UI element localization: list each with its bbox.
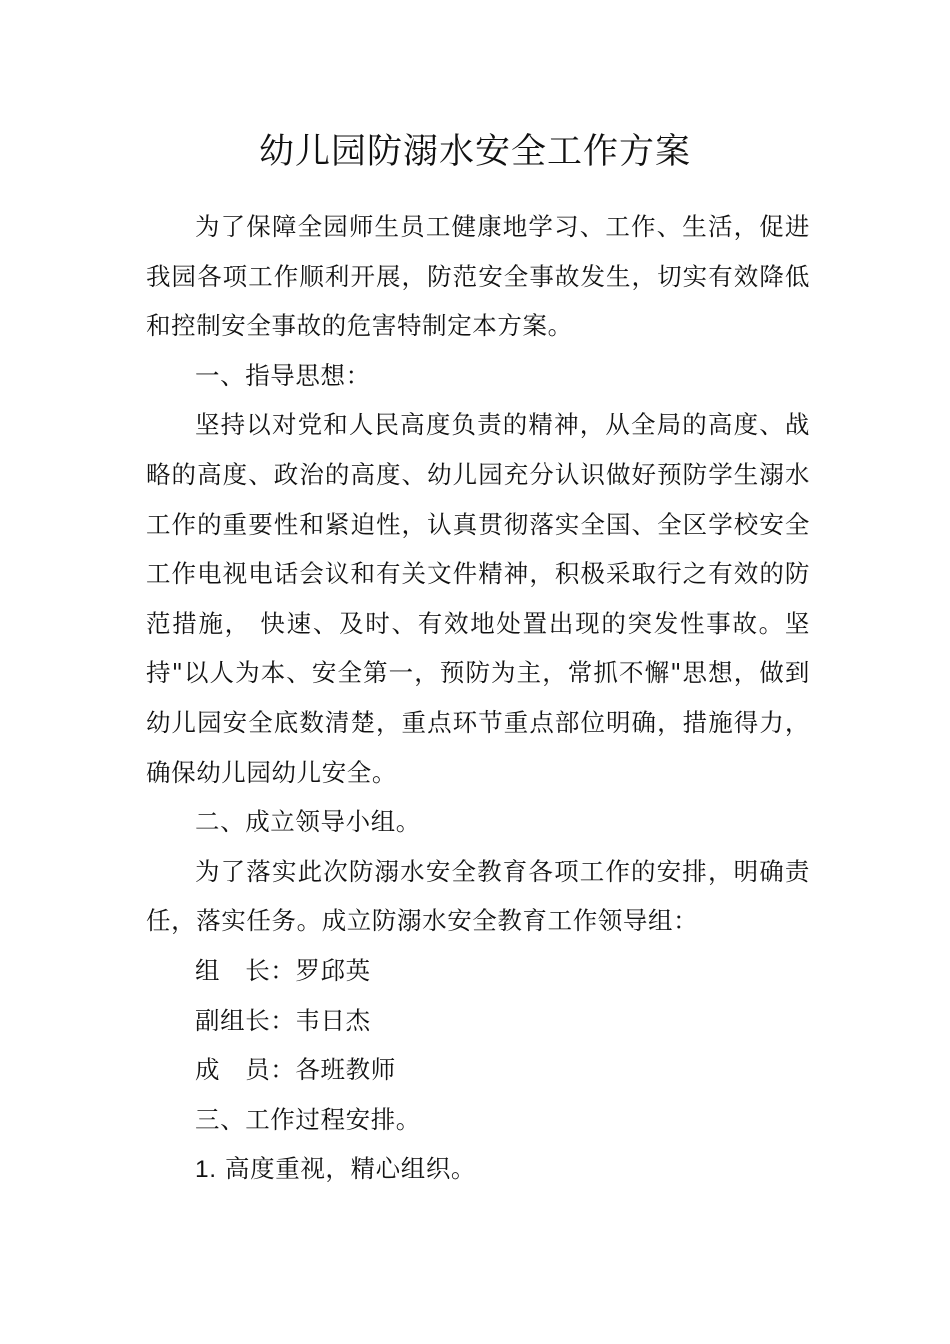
member-role: 成 员：	[195, 1055, 296, 1085]
member-name: 韦日杰	[295, 1005, 371, 1035]
list-item-1	[146, 1144, 810, 1195]
member-row-deputy	[146, 996, 810, 1046]
member-name: 各班教师	[295, 1055, 396, 1085]
member-role: 副组长：	[195, 1005, 296, 1035]
document-body	[146, 202, 810, 1195]
member-name: 罗邱英	[295, 955, 371, 985]
member-row-members	[146, 1045, 810, 1095]
section-3-heading: 三、工作过程安排。	[195, 1104, 421, 1134]
section-1-paragraph: 坚持以对党和人民高度负责的精神，从全局的高度、战略的高度、政治的高度、幼儿园充分认识做好预防学生溺水工作的重要性和紧迫性，认真贯彻落实全国、全区学校安全工作电视电话会议和有关文件精神，积极采取行之有效的防范措施， 快速、及时、有效地处置出现的突发性事故。坚持"以人为本、安全第一，预防为主，常抓不懈"思想，做到幼儿园安全底数清楚，重点环节重点部位明确，措施得力，确保幼儿园幼儿安全。	[146, 410, 810, 787]
member-row-leader	[146, 946, 810, 996]
member-role: 组 长：	[195, 955, 296, 985]
intro-paragraph: 为了保障全园师生员工健康地学习、工作、生活，促进我园各项工作顺利开展，防范安全事故发生，切实有效降低和控制安全事故的危害特制定本方案。	[146, 212, 810, 341]
list-item-number: 1.	[195, 1156, 217, 1184]
document-title: 幼儿园防溺水安全工作方案	[258, 132, 691, 172]
section-2-heading: 二、成立领导小组。	[195, 807, 421, 837]
list-item-text: 高度重视，精心组织。	[216, 1154, 477, 1184]
section-2-paragraph: 为了落实此次防溺水安全教育各项工作的安排，明确责任，落实任务。成立防溺水安全教育工作领导组：	[146, 856, 810, 936]
section-1-heading: 一、指导思想：	[195, 360, 371, 390]
